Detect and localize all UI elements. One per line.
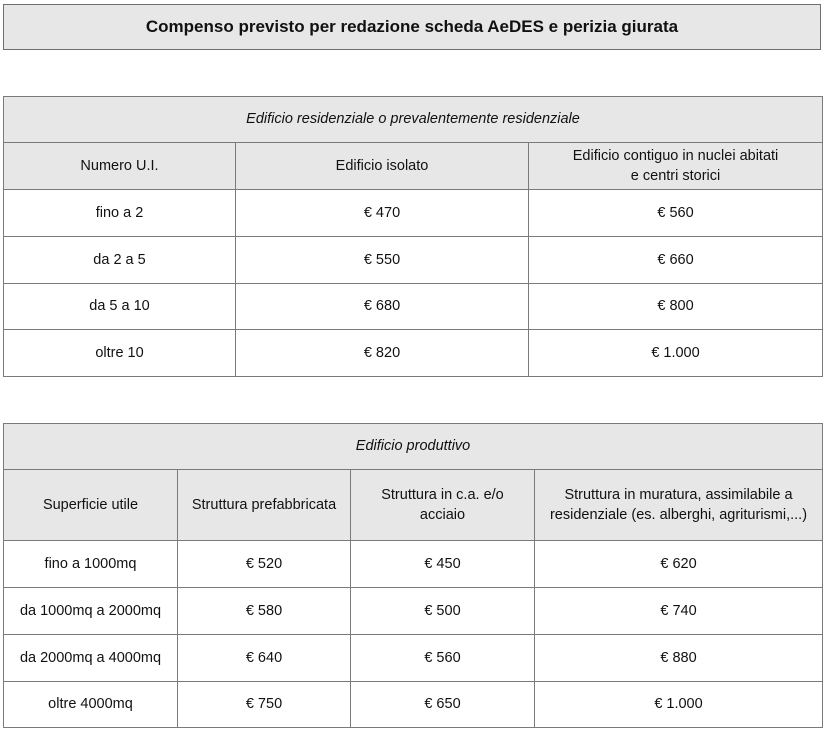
table-cell: € 740 [535,588,823,635]
residential-pricing-table [3,96,823,377]
table-cell: da 5 a 10 [4,284,236,330]
table-cell: € 650 [351,682,535,728]
column-header: Numero U.I. [4,143,236,190]
table-cell: € 620 [535,541,823,588]
table-cell: € 800 [529,284,823,330]
table-cell: € 500 [351,588,535,635]
productive-pricing-table [3,423,823,728]
column-header: Edificio contiguo in nuclei abitati e centri storici [529,143,823,190]
table-cell: da 2 a 5 [4,237,236,284]
table-cell: fino a 1000mq [4,541,178,588]
productive-section-title: Edificio produttivo [4,424,823,470]
page-title: Compenso previsto per redazione scheda AeDES e perizia giurata [3,4,821,50]
table-cell: da 2000mq a 4000mq [4,635,178,682]
table-row [4,588,823,635]
table-cell: € 1.000 [535,682,823,728]
column-header: Struttura in muratura, assimilabile a residenziale (es. alberghi, agriturismi,...) [535,470,823,541]
table-row [4,190,823,237]
table-cell: € 450 [351,541,535,588]
table-cell: € 750 [178,682,351,728]
column-header: Struttura in c.a. e/o acciaio [351,470,535,541]
table-row [4,541,823,588]
table-row [4,237,823,284]
table-cell: € 820 [236,330,529,377]
column-header: Edificio isolato [236,143,529,190]
table-cell: oltre 10 [4,330,236,377]
table-cell: € 660 [529,237,823,284]
table-cell: € 1.000 [529,330,823,377]
table-cell: € 550 [236,237,529,284]
table-cell: € 560 [351,635,535,682]
table-cell: € 580 [178,588,351,635]
table-cell: fino a 2 [4,190,236,237]
column-header: Superficie utile [4,470,178,541]
table-cell: € 470 [236,190,529,237]
table-row [4,635,823,682]
table-row [4,284,823,330]
column-header: Struttura prefabbricata [178,470,351,541]
table-cell: € 520 [178,541,351,588]
residential-section-title: Edificio residenziale o prevalentemente residenziale [4,97,823,143]
table-row [4,330,823,377]
table-cell: oltre 4000mq [4,682,178,728]
table-row [4,682,823,728]
table-cell: da 1000mq a 2000mq [4,588,178,635]
table-cell: € 640 [178,635,351,682]
table-cell: € 680 [236,284,529,330]
table-cell: € 880 [535,635,823,682]
table-cell: € 560 [529,190,823,237]
